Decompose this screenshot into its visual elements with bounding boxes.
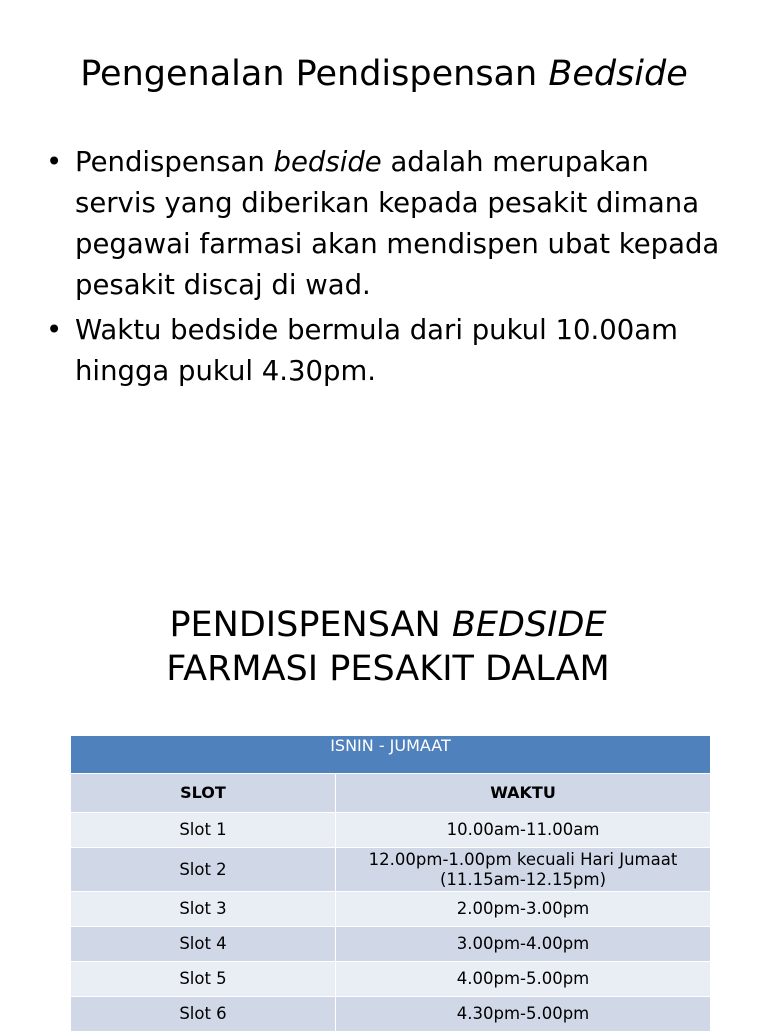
slot-cell: Slot 3 (71, 892, 336, 927)
table-row (71, 962, 711, 997)
time-cell: 12.00pm-1.00pm kecuali Hari Jumaat (11.15am-12.15pm) (336, 848, 711, 892)
bullet-icon: • (46, 146, 63, 178)
schedule-table (70, 735, 711, 1032)
bullet-text-before: Waktu bedside bermula dari pukul 10.00am hingga pukul 4.30pm. (75, 314, 678, 387)
time-cell: 3.00pm-4.00pm (336, 927, 711, 962)
time-cell: 2.00pm-3.00pm (336, 892, 711, 927)
table-row (71, 892, 711, 927)
slot-cell: Slot 1 (71, 813, 336, 848)
table-row (71, 848, 711, 892)
bullet-text-before: Pendispensan (75, 146, 274, 178)
slide1-title-italic: Bedside (548, 54, 688, 94)
slide1-title-regular: Pengenalan Pendispensan (80, 54, 549, 94)
bullet-text-italic: bedside (273, 146, 382, 178)
table-row (71, 927, 711, 962)
slot-cell: Slot 4 (71, 927, 336, 962)
time-cell: 10.00am-11.00am (336, 813, 711, 848)
intro-bullet-list (46, 142, 736, 396)
bullet-text-after: adalah merupakan servis yang diberikan kepada pesakit dimana pegawai farmasi akan mendispen ubat kepada pesakit discaj di wad. (75, 146, 720, 301)
slide2-title (88, 603, 688, 691)
bullet-item (46, 142, 736, 306)
table-row (71, 813, 711, 848)
column-header-row (71, 774, 711, 813)
slide2-title-line1-regular: PENDISPENSAN (169, 605, 452, 645)
table-header-row (71, 736, 711, 774)
column-header-slot: SLOT (71, 774, 336, 813)
column-header-time: WAKTU (336, 774, 711, 813)
slide2-title-line1-italic: BEDSIDE (451, 605, 607, 645)
slide2-title-line2: FARMASI PESAKIT DALAM (166, 649, 610, 689)
table-header: ISNIN - JUMAAT (71, 736, 711, 774)
table-row (71, 997, 711, 1032)
slide1-title (0, 52, 768, 96)
time-cell: 4.30pm-5.00pm (336, 997, 711, 1032)
slot-cell: Slot 5 (71, 962, 336, 997)
slot-cell: Slot 6 (71, 997, 336, 1032)
bullet-item (46, 310, 736, 392)
bullet-icon: • (46, 314, 63, 346)
time-cell: 4.00pm-5.00pm (336, 962, 711, 997)
slot-cell: Slot 2 (71, 848, 336, 892)
